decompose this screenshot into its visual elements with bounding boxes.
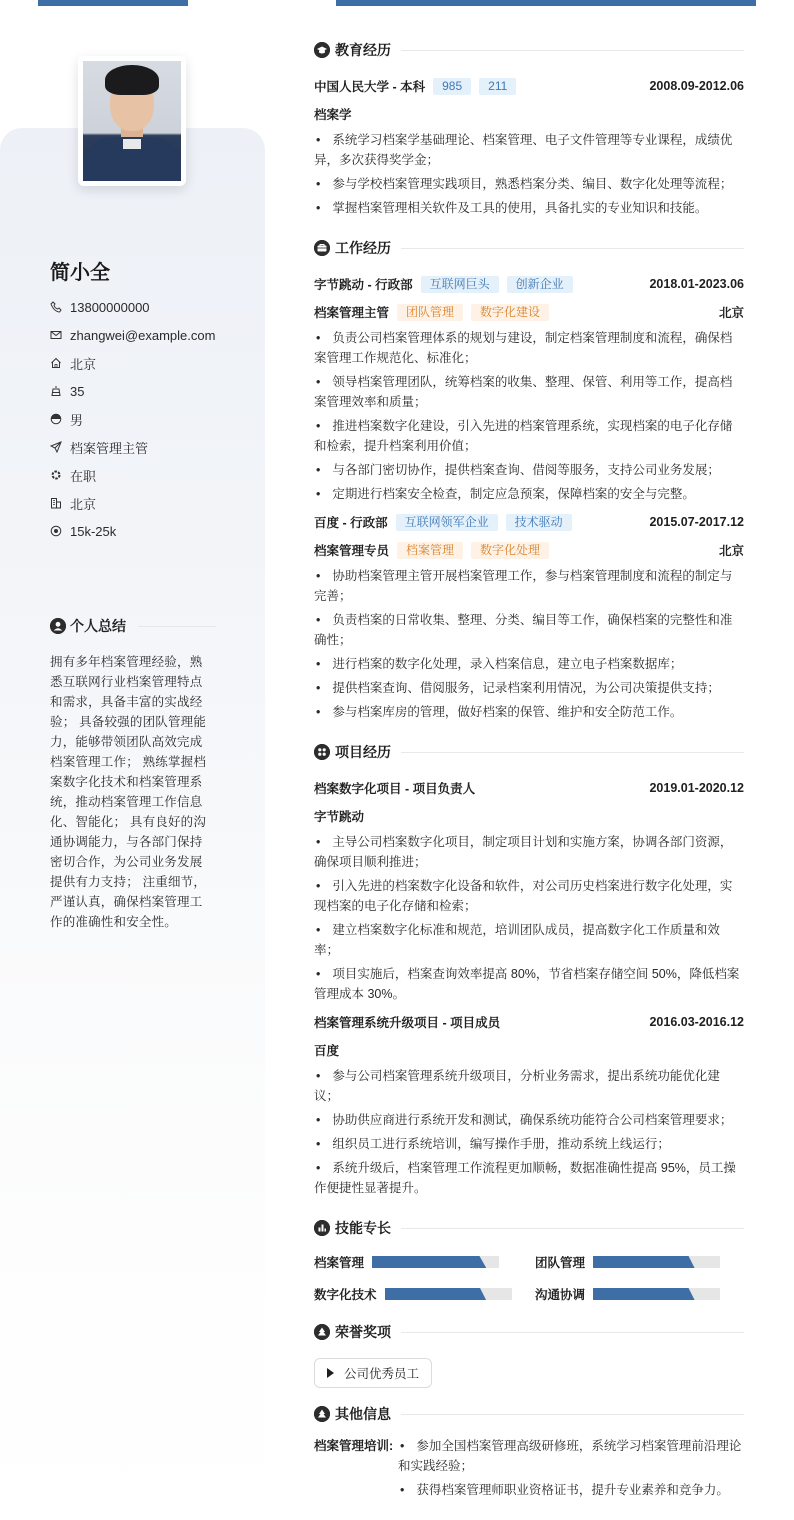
school-tag: 985 bbox=[433, 78, 471, 95]
building-icon bbox=[50, 497, 62, 509]
projects-section-header bbox=[314, 740, 744, 764]
award-item bbox=[314, 1358, 432, 1388]
list-item: • 获得档案管理师职业资格证书，提升专业素养和竞争力。 bbox=[398, 1480, 744, 1500]
profile-photo bbox=[83, 61, 181, 181]
list-item: • 参与公司档案管理系统升级项目，分析业务需求，提出系统功能优化建议； bbox=[314, 1066, 744, 1106]
skill-bar-fill bbox=[593, 1256, 695, 1268]
info-status: 在职 bbox=[50, 461, 215, 489]
divider bbox=[401, 752, 744, 753]
list-item: • 参加全国档案管理高级研修班，系统学习档案管理前沿理论和实践经验； bbox=[398, 1436, 744, 1476]
education-row bbox=[314, 72, 744, 100]
school-tag: 211 bbox=[479, 78, 516, 95]
summary-section-header bbox=[50, 616, 216, 636]
skill-name: 数字化技术 bbox=[314, 1288, 377, 1302]
main-content bbox=[314, 38, 744, 1504]
education-title: 教育经历 bbox=[335, 42, 391, 58]
project-org-row bbox=[314, 1036, 744, 1064]
info-email: zhangwei@example.com bbox=[50, 321, 215, 349]
major-row bbox=[314, 100, 744, 128]
skill-name: 团队管理 bbox=[535, 1256, 586, 1270]
work-title: 工作经历 bbox=[335, 240, 391, 256]
list-item: • 掌握档案管理相关软件及工具的使用，具备扎实的专业知识和技能。 bbox=[314, 198, 744, 218]
company-name: 字节跳动 - 行政部 bbox=[314, 278, 413, 292]
company-tag: 创新企业 bbox=[507, 276, 573, 293]
briefcase-icon bbox=[314, 240, 330, 256]
summary-text: 拥有多年档案管理经验，熟悉互联网行业档案管理特点和需求，具备丰富的实战经验； 具备较强的团队管理能力，能够带领团队高效完成档案管理工作； 熟练掌握档案数字化技术和档案管理系统，推动档案管理工作信息化、智能化； 具有良好的沟通协调能力，与各部门保持密切合作，为公司业务发展提供有力支持； 注重细节，严谨认真，确保档案管理工作的准确性和安全性。 bbox=[50, 655, 207, 929]
skill-item bbox=[535, 1284, 744, 1304]
divider bbox=[401, 1414, 744, 1415]
list-item: • 提供档案查询、借阅服务，记录档案利用情况，为公司决策提供支持； bbox=[314, 678, 744, 698]
job-entry bbox=[314, 270, 744, 504]
company-tag: 互联网领军企业 bbox=[396, 514, 498, 531]
skill-bar-fill bbox=[385, 1288, 487, 1300]
skill-bar-fill bbox=[372, 1256, 486, 1268]
major: 档案学 bbox=[314, 108, 352, 122]
other-section-header bbox=[314, 1402, 744, 1426]
education-section-header bbox=[314, 38, 744, 62]
list-item: • 建立档案数字化标准和规范，培训团队成员，提高数字化工作质量和效率； bbox=[314, 920, 744, 960]
list-item: • 协助供应商进行系统开发和测试，确保系统功能符合公司档案管理要求； bbox=[314, 1110, 744, 1130]
job-position: 档案管理主管 bbox=[314, 306, 390, 320]
divider bbox=[138, 626, 216, 627]
project-org-row bbox=[314, 802, 744, 830]
salary-icon bbox=[50, 525, 62, 537]
job-date: 2018.01-2023.06 bbox=[649, 277, 744, 291]
divider bbox=[401, 248, 744, 249]
project-name-row bbox=[314, 1008, 744, 1036]
project-name-row bbox=[314, 774, 744, 802]
user-icon bbox=[50, 618, 66, 634]
list-item: • 项目实施后，档案查询效率提高 80%，节省档案存储空间 50%，降低档案管理成本 30%。 bbox=[314, 964, 744, 1004]
list-item: • 参与档案库房的管理，做好档案的保管、维护和安全防范工作。 bbox=[314, 702, 744, 722]
work-section-header bbox=[314, 236, 744, 260]
position-tag: 团队管理 bbox=[397, 304, 463, 321]
list-item: • 领导档案管理团队，统筹档案的收集、整理、保管、利用等工作，提高档案管理效率和质量； bbox=[314, 372, 744, 412]
job-entry bbox=[314, 508, 744, 722]
position-tag: 数字化建设 bbox=[471, 304, 549, 321]
list-item: • 负责档案的日常收集、整理、分类、编目等工作，确保档案的完整性和准确性； bbox=[314, 610, 744, 650]
list-item: • 负责公司档案管理体系的规划与建设，制定档案管理制度和流程，确保档案管理工作规范化、标准化； bbox=[314, 328, 744, 368]
awards-section-header bbox=[314, 1320, 744, 1344]
project-org: 字节跳动 bbox=[314, 810, 365, 824]
skill-bar bbox=[372, 1256, 499, 1268]
list-item: • 系统升级后，档案管理工作流程更加顺畅，数据准确性提高 95%，员工操作便捷性显著提升。 bbox=[314, 1158, 744, 1198]
info-icon bbox=[314, 1406, 330, 1422]
skill-name: 档案管理 bbox=[314, 1256, 365, 1270]
school-name: 中国人民大学 - 本科 bbox=[314, 80, 426, 94]
job-company-row bbox=[314, 270, 744, 298]
education-date: 2008.09-2012.06 bbox=[649, 79, 744, 93]
job-position-row bbox=[314, 298, 744, 326]
position-tag: 数字化处理 bbox=[471, 542, 549, 559]
list-item: • 协助档案管理主管开展档案管理工作，参与档案管理制度和流程的制定与完善； bbox=[314, 566, 744, 606]
skill-bar bbox=[593, 1256, 720, 1268]
project-name: 档案数字化项目 - 项目负责人 bbox=[314, 782, 476, 796]
other-title: 其他信息 bbox=[335, 1406, 391, 1422]
job-date: 2015.07-2017.12 bbox=[649, 515, 744, 529]
status-icon bbox=[50, 469, 62, 481]
graduation-cap-icon bbox=[314, 42, 330, 58]
company-tag: 技术驱动 bbox=[506, 514, 572, 531]
project-date: 2019.01-2020.12 bbox=[649, 781, 744, 795]
job-position: 档案管理专员 bbox=[314, 544, 390, 558]
other-info-row bbox=[314, 1436, 744, 1504]
skill-item bbox=[314, 1252, 535, 1272]
list-item: • 引入先进的档案数字化设备和软件，对公司历史档案进行数字化处理，实现档案的电子化存储和检索； bbox=[314, 876, 744, 916]
other-bullets bbox=[398, 1436, 744, 1504]
list-item: • 进行档案的数字化处理，录入档案信息，建立电子档案数据库； bbox=[314, 654, 744, 674]
gender-icon bbox=[50, 413, 62, 425]
skills-section-header bbox=[314, 1216, 744, 1240]
skills-title: 技能专长 bbox=[335, 1220, 391, 1236]
project-bullets bbox=[314, 1066, 744, 1198]
award-label: 公司优秀员工 bbox=[344, 1367, 420, 1381]
project-entry bbox=[314, 1008, 744, 1198]
divider bbox=[401, 1228, 744, 1229]
info-residence: 北京 bbox=[50, 349, 215, 377]
play-icon bbox=[327, 1368, 334, 1378]
summary-title: 个人总结 bbox=[70, 618, 126, 634]
award-icon bbox=[314, 1324, 330, 1340]
skill-bar bbox=[385, 1288, 512, 1300]
job-bullets bbox=[314, 328, 744, 504]
skill-item bbox=[314, 1284, 535, 1304]
projects-title: 项目经历 bbox=[335, 744, 391, 760]
position-tag: 档案管理 bbox=[397, 542, 463, 559]
info-position: 档案管理主管 bbox=[50, 433, 215, 461]
skills-grid bbox=[314, 1252, 744, 1304]
list-item: • 推进档案数字化建设，引入先进的档案管理系统，实现档案的电子化存储和检索，提升档案利用价值； bbox=[314, 416, 744, 456]
skill-bar bbox=[593, 1288, 720, 1300]
phone-icon bbox=[50, 301, 62, 313]
top-accent-bar-right bbox=[336, 0, 756, 6]
job-location: 北京 bbox=[718, 544, 744, 558]
job-position-row bbox=[314, 536, 744, 564]
list-item: • 与各部门密切协作，提供档案查询、借阅等服务，支持公司业务发展； bbox=[314, 460, 744, 480]
age-icon bbox=[50, 385, 62, 397]
project-date: 2016.03-2016.12 bbox=[649, 1015, 744, 1029]
list-item: • 主导公司档案数字化项目，制定项目计划和实施方案，协调各部门资源，确保项目顺利推进； bbox=[314, 832, 744, 872]
list-item: • 定期进行档案安全检查，制定应急预案，保障档案的安全与完整。 bbox=[314, 484, 744, 504]
mail-icon bbox=[50, 329, 62, 341]
top-accent-bar-left bbox=[38, 0, 188, 6]
job-company-row bbox=[314, 508, 744, 536]
list-item: • 系统学习档案学基础理论、档案管理、电子文件管理等专业课程，成绩优异，多次获得奖学金； bbox=[314, 130, 744, 170]
info-gender: 男 bbox=[50, 405, 215, 433]
other-label: 档案管理培训: bbox=[314, 1439, 394, 1453]
info-salary: 15k-25k bbox=[50, 517, 215, 545]
home-icon bbox=[50, 357, 62, 369]
project-bullets bbox=[314, 832, 744, 1004]
info-city: 北京 bbox=[50, 489, 215, 517]
info-phone: 13800000000 bbox=[50, 293, 215, 321]
awards-title: 荣誉奖项 bbox=[335, 1324, 391, 1340]
info-age: 35 bbox=[50, 377, 215, 405]
skill-name: 沟通协调 bbox=[535, 1288, 586, 1302]
project-name: 档案管理系统升级项目 - 项目成员 bbox=[314, 1016, 501, 1030]
send-icon bbox=[50, 441, 62, 453]
avatar bbox=[78, 56, 186, 186]
job-location: 北京 bbox=[718, 306, 744, 320]
candidate-name: 简小全 bbox=[50, 262, 110, 284]
company-tag: 互联网巨头 bbox=[421, 276, 499, 293]
divider bbox=[401, 50, 744, 51]
project-entry bbox=[314, 774, 744, 1004]
skill-bar-fill bbox=[593, 1288, 695, 1300]
education-bullets bbox=[314, 130, 744, 218]
project-org: 百度 bbox=[314, 1044, 340, 1058]
contact-info-list bbox=[50, 293, 215, 545]
company-name: 百度 - 行政部 bbox=[314, 516, 388, 530]
divider bbox=[401, 1332, 744, 1333]
grid-icon bbox=[314, 744, 330, 760]
job-bullets bbox=[314, 566, 744, 722]
bar-chart-icon bbox=[314, 1220, 330, 1236]
list-item: • 组织员工进行系统培训，编写操作手册，推动系统上线运行； bbox=[314, 1134, 744, 1154]
skill-item bbox=[535, 1252, 744, 1272]
list-item: • 参与学校档案管理实践项目，熟悉档案分类、编目、数字化处理等流程； bbox=[314, 174, 744, 194]
